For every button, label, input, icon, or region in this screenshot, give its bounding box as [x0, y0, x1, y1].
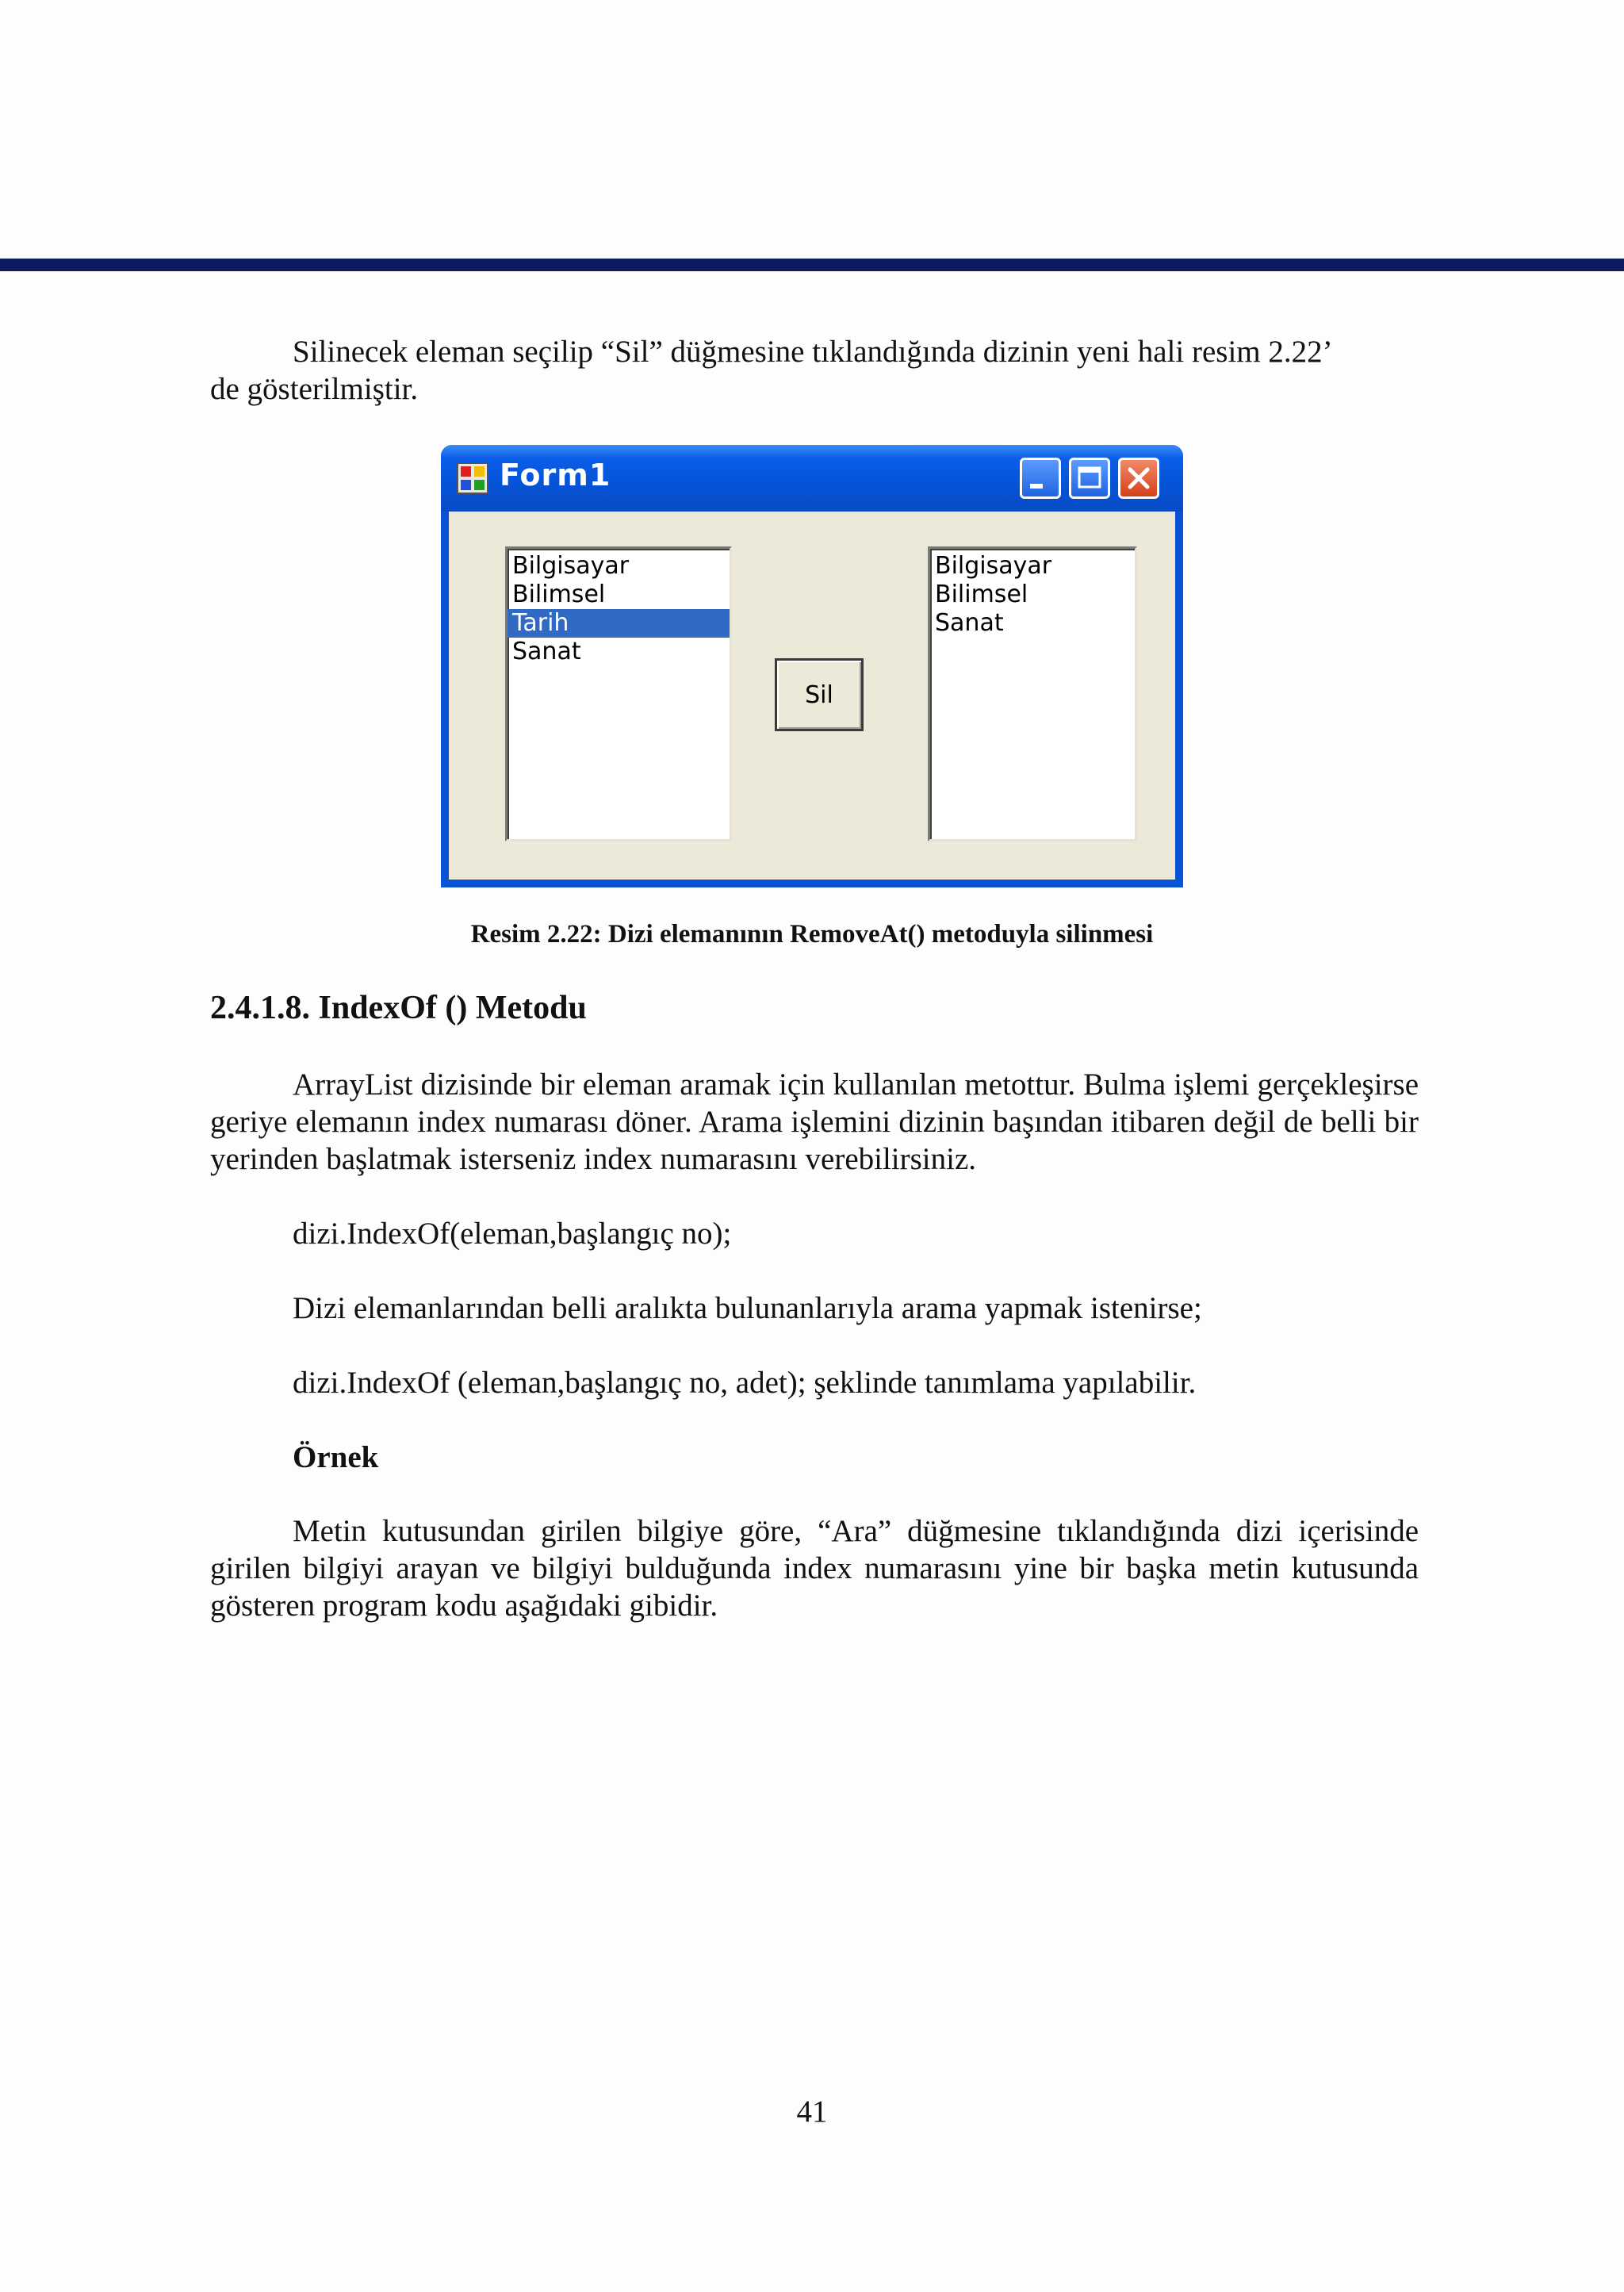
example-label: Örnek [293, 1440, 379, 1474]
list-item[interactable]: Sanat [935, 609, 1004, 637]
code-line-2: dizi.IndexOf (eleman,başlangıç no, adet); şeklinde tanımlama yapılabilir. [293, 1366, 1197, 1400]
intro-line-2: de gösterilmiştir. [210, 372, 419, 406]
form-client-area [449, 512, 1175, 880]
maximize-icon [1071, 460, 1108, 496]
app-icon [457, 462, 488, 494]
paragraph-indexof [210, 1066, 1419, 1178]
code-line-1: dizi.IndexOf(eleman,başlangıç no); [293, 1217, 732, 1251]
header-rule [0, 259, 1624, 271]
paragraph-indexof-text: ArrayList dizisinde bir eleman aramak için kullanılan metottur. Bulma işlemi gerçekleşirse geriye elemanın index numarası döner. Arama işlemini dizinin başından itibaren değil de belli bir yerinden başlatmak isterseniz index numarasını verebilirsiniz. [210, 1067, 1419, 1176]
window-title: Form1 [500, 458, 611, 493]
list-item[interactable]: Bilimsel [512, 581, 606, 608]
figure-caption: Resim 2.22: Dizi elemanının RemoveAt() metoduyla silinmesi [470, 920, 1154, 949]
close-icon [1120, 460, 1157, 496]
minimize-icon [1022, 460, 1059, 496]
page-number: 41 [796, 2095, 828, 2129]
paragraph-example-text: Metin kutusundan girilen bilgiye göre, “Ara” düğmesine tıklandığında dizi içerisinde girilen bilgiyi arayan ve bilgiyi bulduğunda index numarasını yine bir başka metin kutusunda gösteren program kodu aşağıdaki gibidir. [210, 1514, 1419, 1623]
window-titlebar[interactable] [441, 445, 1183, 512]
minimize-button[interactable] [1020, 458, 1061, 499]
right-listbox[interactable] [928, 546, 1137, 841]
left-listbox[interactable] [505, 546, 732, 841]
form1-window [441, 445, 1183, 887]
close-button[interactable] [1118, 458, 1159, 499]
list-item[interactable]: Bilimsel [935, 581, 1028, 608]
list-item[interactable]: Bilgisayar [512, 552, 630, 580]
section-heading: 2.4.1.8. IndexOf () Metodu [210, 990, 587, 1026]
paragraph-range: Dizi elemanlarından belli aralıkta bulunanlarıyla arama yapmak istenirse; [293, 1291, 1202, 1325]
intro-paragraph [210, 333, 1419, 408]
list-item-selected[interactable]: Tarih [508, 609, 730, 638]
sil-button[interactable]: Sil [775, 658, 864, 731]
list-item[interactable]: Bilgisayar [935, 552, 1052, 580]
list-item[interactable]: Sanat [512, 638, 581, 665]
paragraph-example [210, 1512, 1419, 1624]
maximize-button[interactable] [1069, 458, 1110, 499]
intro-line-1: Silinecek eleman seçilip “Sil” düğmesine tıklandığında dizinin yeni hali resim 2.22’ [293, 335, 1333, 369]
